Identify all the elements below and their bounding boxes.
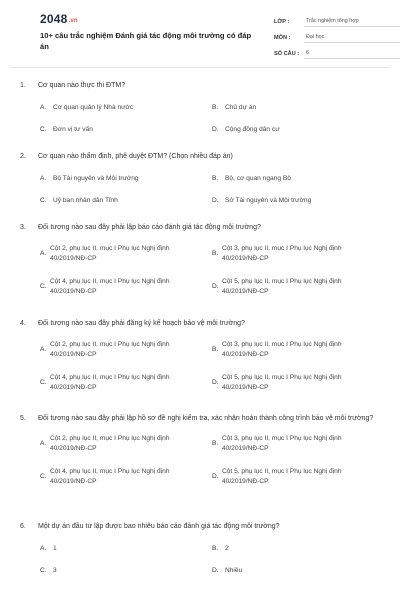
option-label: D.: [212, 125, 219, 133]
option-label: C.: [40, 472, 47, 480]
option-text: Uỷ ban nhân dân Tỉnh: [53, 196, 118, 204]
option-text: 1: [53, 544, 57, 552]
option-d[interactable]: [212, 196, 311, 206]
option-c[interactable]: [40, 277, 190, 297]
question-prompt: Đối tượng nào sau đây phải đăng ký kế hoạch bảo vệ môi trường?: [38, 320, 245, 327]
option-label: A.: [40, 544, 47, 552]
option-text: Cột 5, phụ lục II, mục I Phụ lục Nghị định 40/2019/NĐ-CP: [222, 277, 342, 295]
question-text: [20, 522, 380, 533]
option-text: Sở Tài nguyên và Môi trường: [225, 196, 312, 204]
option-label: C.: [40, 378, 47, 386]
option-label: C.: [40, 282, 47, 290]
option-text: Cột 4, phụ lục II, mục I Phụ lục Nghị định 40/2019/NĐ-CP: [50, 373, 170, 391]
option-b[interactable]: [212, 244, 362, 264]
option-label: B.: [212, 544, 219, 552]
option-b[interactable]: [212, 174, 291, 184]
option-text: Cột 2, phụ lục II, mục I Phụ lục Nghị định 40/2019/NĐ-CP: [50, 340, 170, 358]
logo-suffix: .vn: [68, 18, 78, 24]
option-text: Cột 2, phụ lục II, mục I Phụ lục Nghị định 40/2019/NĐ-CP: [50, 434, 170, 452]
question-number: 4.: [20, 320, 26, 327]
question-prompt: Cơ quan nào thẩm định, phê duyệt ĐTM? (Chọn nhiều đáp án): [38, 153, 233, 160]
option-label: B.: [212, 103, 219, 111]
option-c[interactable]: [40, 566, 57, 576]
option-label: D.: [212, 472, 219, 480]
option-text: 3: [53, 566, 57, 574]
document-header: [20, 0, 386, 66]
option-text: Cộng đồng dân cư: [225, 125, 280, 133]
option-label: B.: [212, 174, 219, 182]
question-number: 3.: [20, 224, 26, 231]
question-1: [20, 81, 380, 133]
option-label: A.: [40, 439, 47, 447]
option-a[interactable]: [40, 434, 190, 454]
meta-row-subject: [274, 30, 400, 43]
option-text: Đơn vị tư vấn: [53, 125, 93, 133]
option-label: C.: [40, 125, 47, 133]
option-text: Cột 3, phụ lục II, mục I Phụ lục Nghị định 40/2019/NĐ-CP: [222, 340, 342, 358]
option-label: C.: [40, 566, 47, 574]
option-label: D.: [212, 378, 219, 386]
option-b[interactable]: [212, 340, 362, 360]
option-d[interactable]: [212, 277, 362, 297]
option-label: D.: [212, 566, 219, 574]
document-title: 10+ câu trắc nghiệm Đánh giá tác động môi trường có đáp án: [40, 31, 252, 51]
option-text: Bộ Tài nguyên và Môi trường: [53, 174, 139, 182]
option-label: B.: [212, 439, 219, 447]
option-label: B.: [212, 345, 219, 353]
option-c[interactable]: [40, 467, 190, 487]
question-number: 2.: [20, 153, 26, 160]
question-prompt: Một dự án đầu tư lập được bao nhiêu báo cáo đánh giá tác động môi trường?: [38, 523, 280, 530]
option-label: A.: [40, 249, 47, 257]
question-4: [20, 319, 380, 391]
question-text: [20, 152, 380, 163]
option-text: Cột 4, phụ lục II, mục I Phụ lục Nghị định 40/2019/NĐ-CP: [50, 277, 170, 295]
question-number: 6.: [20, 523, 26, 530]
option-label: A.: [40, 103, 47, 111]
question-number: 5.: [20, 415, 26, 422]
option-text: Cột 2, phụ lục II, mục I Phụ lục Nghị định 40/2019/NĐ-CP: [50, 244, 170, 262]
option-b[interactable]: [212, 434, 362, 454]
option-b[interactable]: [212, 103, 256, 113]
option-text: Cột 5, phụ lục II, mục I Phụ lục Nghị định 40/2019/NĐ-CP: [222, 467, 342, 485]
logo-text: 2048: [40, 12, 68, 26]
option-text: Bộ, cơ quan ngang Bộ: [225, 174, 291, 182]
option-text: Cột 5, phụ lục II, mục I Phụ lục Nghị định 40/2019/NĐ-CP: [222, 373, 342, 391]
header-divider: [10, 67, 390, 68]
question-prompt: Đối tượng nào sau đây phải lập báo cáo đánh giá tác động môi trường?: [38, 224, 261, 231]
question-2: [20, 152, 380, 204]
option-c[interactable]: [40, 373, 190, 393]
option-c[interactable]: [40, 125, 93, 135]
option-a[interactable]: [40, 340, 190, 360]
question-text: [20, 414, 380, 425]
meta-key: SỐ CÂU :: [274, 51, 300, 57]
option-label: C.: [40, 196, 47, 204]
option-a[interactable]: [40, 544, 57, 554]
question-prompt: Đối tượng nào sau đây phải lập hồ sơ đề nghị kiểm tra, xác nhận hoàn thành công trình bảo vệ môi trường?: [38, 415, 374, 422]
option-a[interactable]: [40, 103, 133, 113]
question-text: [20, 81, 380, 92]
question-prompt: Cơ quan nào thực thi ĐTM?: [38, 82, 126, 89]
question-5: [20, 414, 380, 485]
option-d[interactable]: [212, 373, 362, 393]
meta-row-count: [274, 46, 400, 59]
option-label: A.: [40, 174, 47, 182]
option-label: B.: [212, 249, 219, 257]
option-b[interactable]: [212, 544, 229, 554]
option-d[interactable]: [212, 125, 280, 135]
option-d[interactable]: [212, 566, 242, 576]
site-logo[interactable]: [40, 12, 78, 26]
meta-value: Trắc nghiệm tổng hợp: [304, 18, 400, 27]
document-meta: [274, 14, 400, 62]
option-c[interactable]: [40, 196, 118, 206]
meta-value: Đại học: [304, 34, 400, 43]
meta-key: MÔN :: [274, 35, 291, 41]
option-label: D.: [212, 282, 219, 290]
option-label: A.: [40, 345, 47, 353]
option-text: Nhiều: [225, 566, 243, 574]
option-text: Cột 3, phụ lục II, mục I Phụ lục Nghị định 40/2019/NĐ-CP: [222, 244, 342, 262]
question-number: 1.: [20, 82, 26, 89]
option-d[interactable]: [212, 467, 362, 487]
question-text: [20, 319, 380, 330]
option-a[interactable]: [40, 244, 190, 264]
option-text: Cơ quan quản lý Nhà nước: [53, 103, 134, 111]
option-text: Cột 3, phụ lục II, mục I Phụ lục Nghị định 40/2019/NĐ-CP: [222, 434, 342, 452]
question-text: [20, 223, 380, 234]
question-6: [20, 522, 380, 574]
option-text: Cột 4, phụ lục II, mục I Phụ lục Nghị định 40/2019/NĐ-CP: [50, 467, 170, 485]
meta-row-class: [274, 14, 400, 27]
option-label: D.: [212, 196, 219, 204]
option-a[interactable]: [40, 174, 139, 184]
option-text: Chủ dự án: [225, 103, 257, 111]
meta-value: 6: [304, 50, 400, 59]
option-text: 2: [225, 544, 229, 552]
meta-key: LỚP :: [274, 19, 290, 25]
question-3: [20, 223, 380, 295]
